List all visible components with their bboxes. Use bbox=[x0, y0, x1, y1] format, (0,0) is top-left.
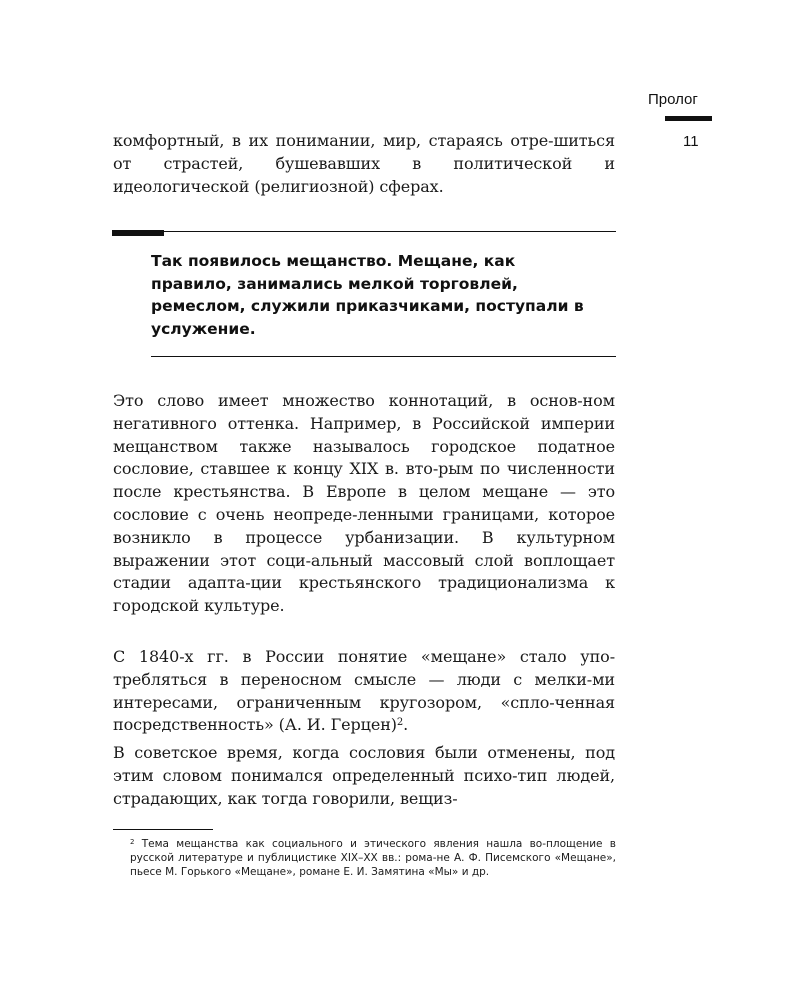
body-paragraph-3: В советское время, когда сословия были отменены, под этим словом понимался определенный психо-тип людей, страдающих, как тогда говорили, вещиз- bbox=[113, 743, 615, 808]
intro-paragraph: комфортный, в их понимании, мир, стараясь отре-шиться от страстей, бушевавших в политической и идеологической (религиозной) сферах. bbox=[113, 131, 615, 196]
footnote-rule bbox=[113, 829, 213, 830]
pullquote-accent-bar bbox=[112, 230, 164, 236]
body-paragraph-2-text: С 1840-х гг. в России понятие «мещане» стало упо-требляться в переносном смысле — люди с мелки-ми интересами, ограниченным кругозором, «спло-ченная посредственность» (А. И. Герцен) bbox=[113, 647, 615, 735]
pullquote: Так появилось мещанство. Мещане, как правило, занимались мелкой торговлей, ремеслом, служили приказчиками, поступали в услужение. bbox=[151, 252, 584, 338]
pullquote-rule-top bbox=[112, 231, 616, 232]
footnote bbox=[130, 835, 616, 879]
body-paragraph-1: Это слово имеет множество коннотаций, в основ-ном негативного оттенка. Например, в Российской империи мещанством также называлось городское податное сословие, ставшее к концу XIX в. вто-рым по численности после крестьянства. В Европе в целом мещане — это сословие с очень неопреде-ленными границами, которое возникло в процессе урбанизации. В культурном выражении этот соци-альный массовый слой воплощает стадии адапта-ции крестьянского традиционализма к городской культуре. bbox=[113, 391, 615, 616]
body-paragraph-2-end: . bbox=[403, 715, 409, 735]
footnote-reference[interactable]: 2 bbox=[396, 717, 404, 729]
pullquote-rule-bottom bbox=[151, 356, 616, 357]
footnote-text: Тема мещанства как социального и этического явления нашла во-площение в русской литературе и публицистике XIX–XX вв.: рома-не А. Ф. Писемского «Мещане», пьесе М. Горького «Мещане», романе Е. И. Замятина «Мы» и др. bbox=[130, 838, 616, 878]
running-head: Пролог bbox=[648, 91, 698, 108]
running-head-rule bbox=[665, 116, 712, 121]
page-number: 11 bbox=[683, 133, 699, 150]
body-paragraph-2 bbox=[113, 646, 615, 737]
footnote-marker: 2 bbox=[130, 838, 135, 846]
